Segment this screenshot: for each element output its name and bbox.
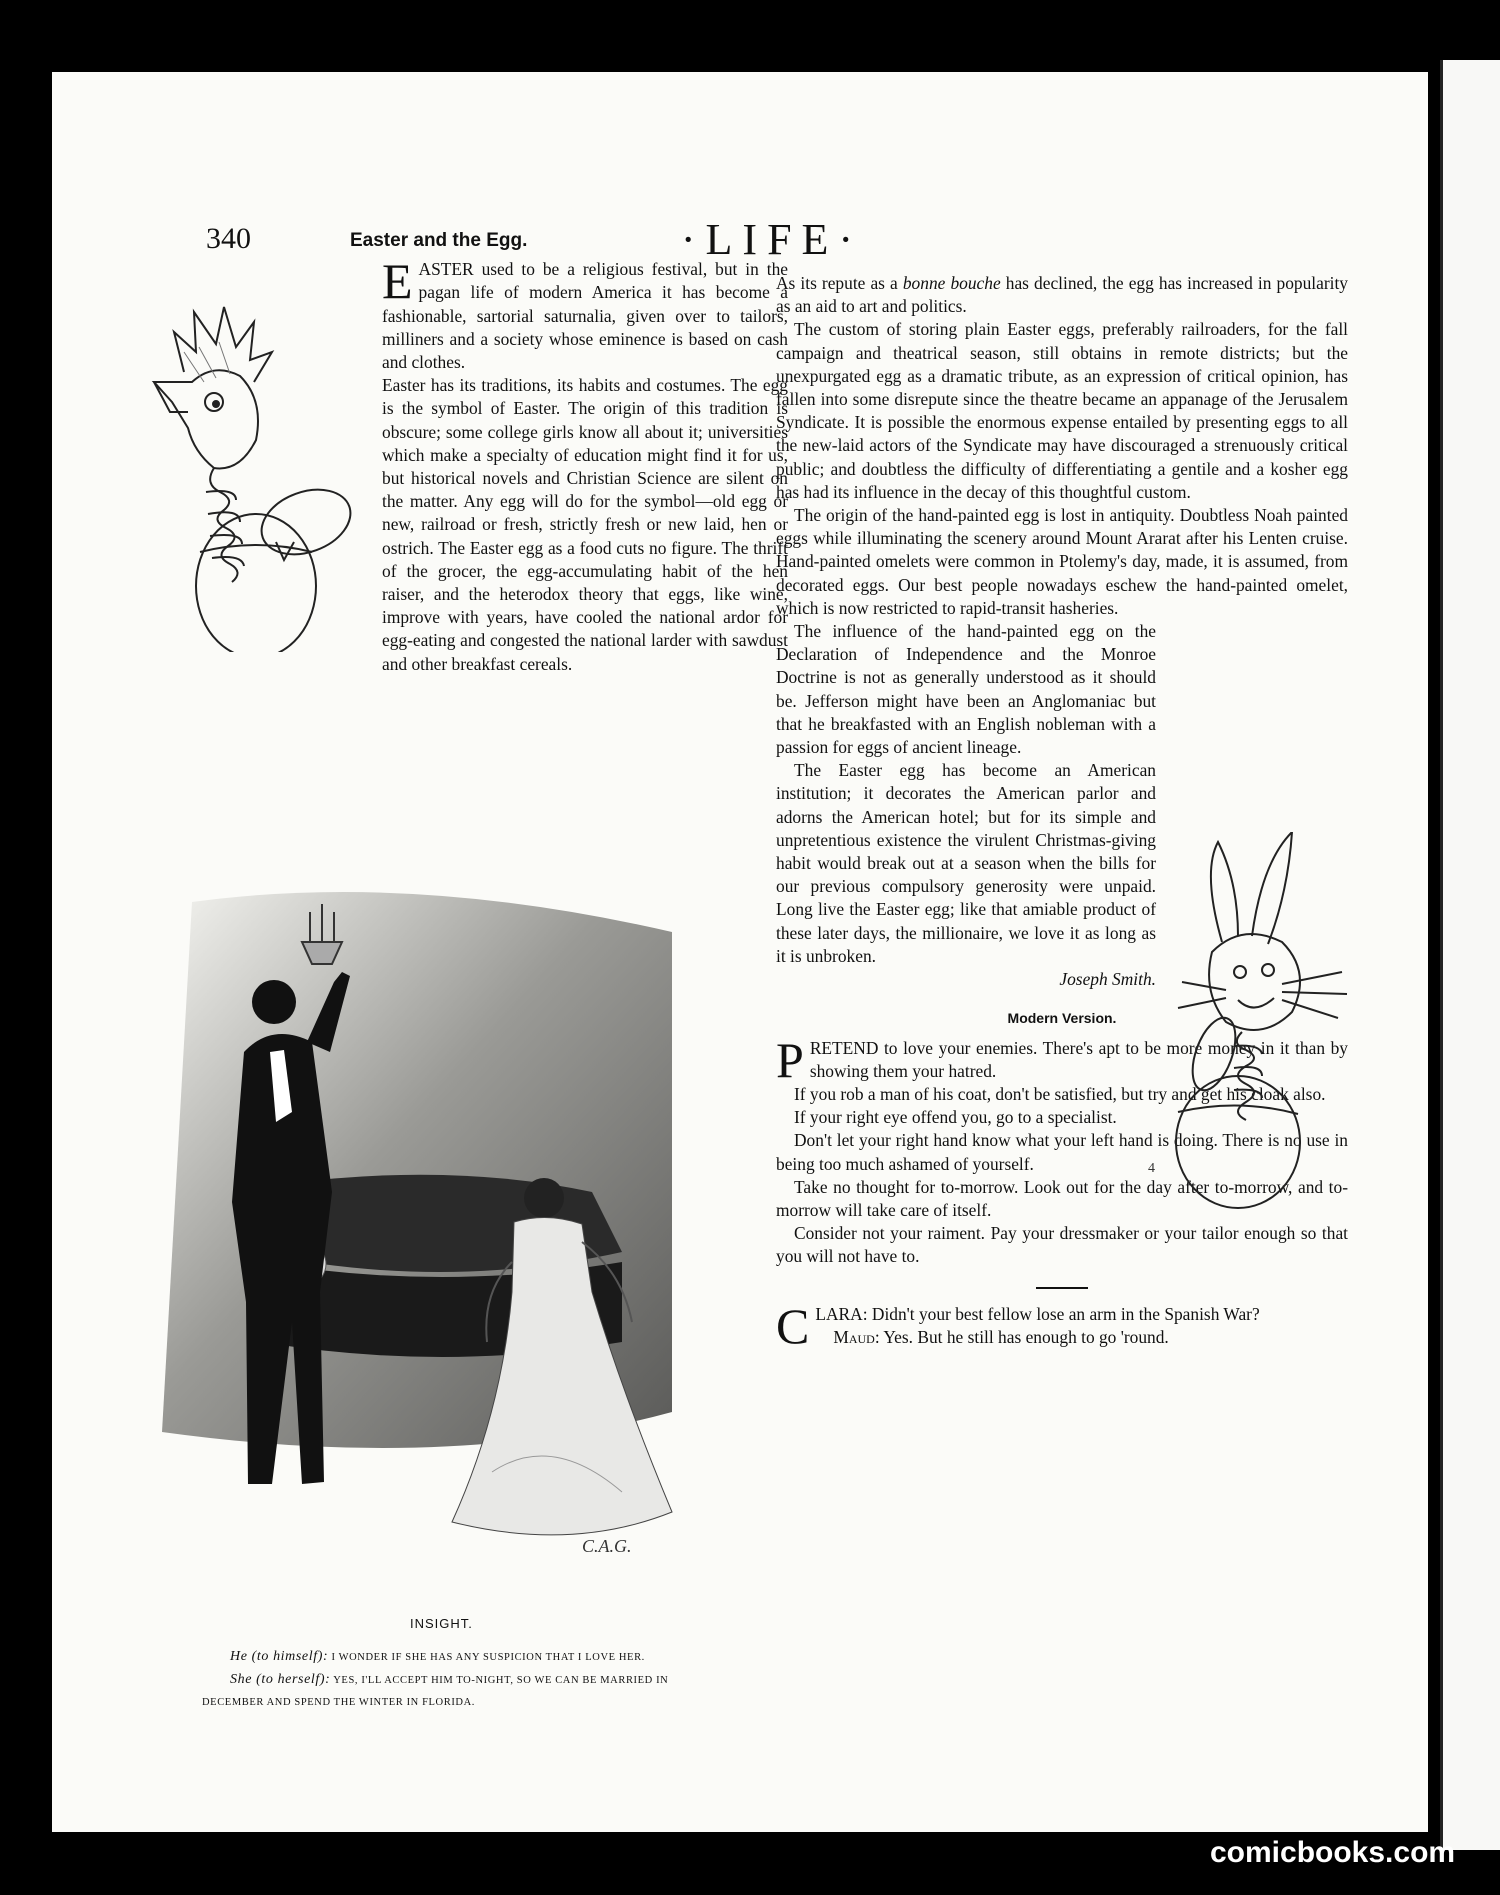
modern-paragraph-5: Take no thought for to-morrow. Look out for the day after to-morrow, and to-morrow will take care of itself. xyxy=(776,1176,1348,1220)
dropcap-p: P xyxy=(776,1031,804,1088)
insight-illustration xyxy=(152,872,692,1607)
article-signature-wrap xyxy=(776,968,1156,991)
clara-label: LARA xyxy=(815,1303,863,1324)
egg-artist-mark: 4 xyxy=(1148,1161,1155,1176)
he-speaker: He (to himself): xyxy=(230,1649,329,1664)
article-paragraph-2-wrap xyxy=(382,374,788,676)
dropcap-e: E xyxy=(382,253,413,310)
she-speaker: She (to herself): xyxy=(230,1672,331,1687)
masthead: ·LIFE· xyxy=(680,215,864,264)
modern-paragraph-2: If you rob a man of his coat, don't be satisfied, but try and get his cloak also. xyxy=(794,1083,1326,1104)
clara-line: : Didn't your best fellow lose an arm in the Spanish War? xyxy=(862,1303,1260,1324)
modern-lead-word: RETEND xyxy=(809,1037,879,1058)
maud-line-wrap xyxy=(776,1326,1348,1349)
illustration-title: INSIGHT. xyxy=(410,1616,473,1631)
artist-signature: C.A.G. xyxy=(582,1536,632,1556)
article-signature: Joseph Smith. xyxy=(1059,969,1156,990)
illustration-caption xyxy=(202,1646,702,1714)
modern-paragraph-6: Consider not your raiment. Pay your dressmaker or your tailor enough so that you will not have to. xyxy=(776,1223,1348,1267)
maud-line: : Yes. But he still has enough to go 'round. xyxy=(874,1326,1169,1347)
article-paragraph-4: The origin of the hand-painted egg is lost in antiquity. Doubtless Noah painted eggs while illuminating the scenery around Mount Ararat after his Lenten cruise. Hand-painted omelets were common in Ptolemy's day, made, it is assumed, from decorated eggs. Our best people nowadays eschew the hand-painted omelet, which is now restricted to rapid-transit hasheries. xyxy=(776,505,1348,618)
article-column-left xyxy=(170,229,788,676)
article-paragraph-3: The custom of storing plain Easter eggs, preferably railroaders, for the fall campaign and theatrical season, still obtains in remote districts; but the unexpurgated egg as a dramatic tribute, as an expression of critical opinion, has fallen into some disrepute since the theatre became an appanage of the Jerusalem Syndicate. It is possible the enormous expense entailed by presenting eggs to all the new-laid actors of the Syndicate may have discouraged a strenuously critical public; and doubtless the difficulty of differentiating a gentile and a kosher egg has had its influence in the decay of this thoughtful custom. xyxy=(776,319,1348,502)
article-intro xyxy=(382,253,788,374)
magazine-page xyxy=(52,72,1428,1832)
watermark: comicbooks.com xyxy=(1210,1836,1456,1869)
article-paragraph-2-cont: As its repute as a bonne bouche has declined, the egg has increased in popularity as an aid to art and politics. xyxy=(776,273,1348,317)
article-paragraph-6: The Easter egg has become an American institution; it decorates the American parlor and adorns the American hotel; but for its simple and unpretentious existence the virulent Christmas-giving habit would break out at a season when the bills for our previous compulsory generosity were unpaid. Long live the Easter egg; like that amiable product of these later days, the millionaire, we love it as long as it is unbroken. xyxy=(776,760,1156,966)
modern-paragraph-4: Don't let your right hand know what your left hand is doing. There is no use in being too much ashamed of yourself. xyxy=(776,1130,1348,1174)
article-lead-word: ASTER xyxy=(418,259,474,280)
adjacent-page-edge xyxy=(1440,60,1500,1850)
modern-version-title: Modern Version. xyxy=(1007,1010,1117,1027)
modern-paragraph-3: If your right eye offend you, go to a specialist. xyxy=(794,1107,1117,1128)
section-divider xyxy=(1036,1287,1088,1289)
she-line: YES, I'LL ACCEPT HIM TO-NIGHT, SO WE CAN BE MARRIED IN DECEMBER AND SPEND THE WINTER IN FLORIDA. xyxy=(202,1675,669,1708)
article-paragraph-5: The influence of the hand-painted egg on the Declaration of Independence and the Monroe Doctrine is not as generally understood as it should be. Jefferson might have been an Anglomaniac but that he breakfasted with an English nobleman with a passion for eggs of ancient lineage. xyxy=(776,621,1156,758)
article-paragraph-2 xyxy=(382,374,788,676)
article-title: Easter and the Egg. xyxy=(350,230,528,251)
article-paragraph-1: used to be a religious festival, but in the pagan life of modern America it has become a fashionable, sartorial saturnalia, given over to tailors, milliners and a society whose eminence is based on cash and clothes. xyxy=(382,259,788,373)
dropcap-c: C xyxy=(776,1297,810,1354)
page-number: 340 xyxy=(206,222,251,255)
maud-label: Maud xyxy=(833,1326,875,1347)
rabbit-egg-illustration xyxy=(1142,832,1352,1212)
article-paragraph-2-text: Easter has its traditions, its habits and costumes. The egg is the symbol of Easter. The origin of this tradition is obscure; some college girls know all about it; universities which make a specialty of education might find it for us, but historical novels and Christian Science are silent on the matter. Any egg will do for the symbol—old egg or new, railroad or fresh, strictly fresh or new laid, hen or ostrich. The Easter egg as a food cuts no figure. The thrift of the grocer, the egg-accumulating habit of the hen raiser, and the heterodox theory that eggs, like wine, improve with years, have cooled the national ardor for egg-eating and congested the national larder with sawdust and other breakfast cereals. xyxy=(382,375,788,674)
modern-paragraph-1: to love your enemies. There's apt to be more money in it than by showing them your hatred. xyxy=(809,1037,1348,1081)
he-line: I WONDER IF SHE HAS ANY SUSPICION THAT I LOVE HER. xyxy=(331,1652,645,1663)
